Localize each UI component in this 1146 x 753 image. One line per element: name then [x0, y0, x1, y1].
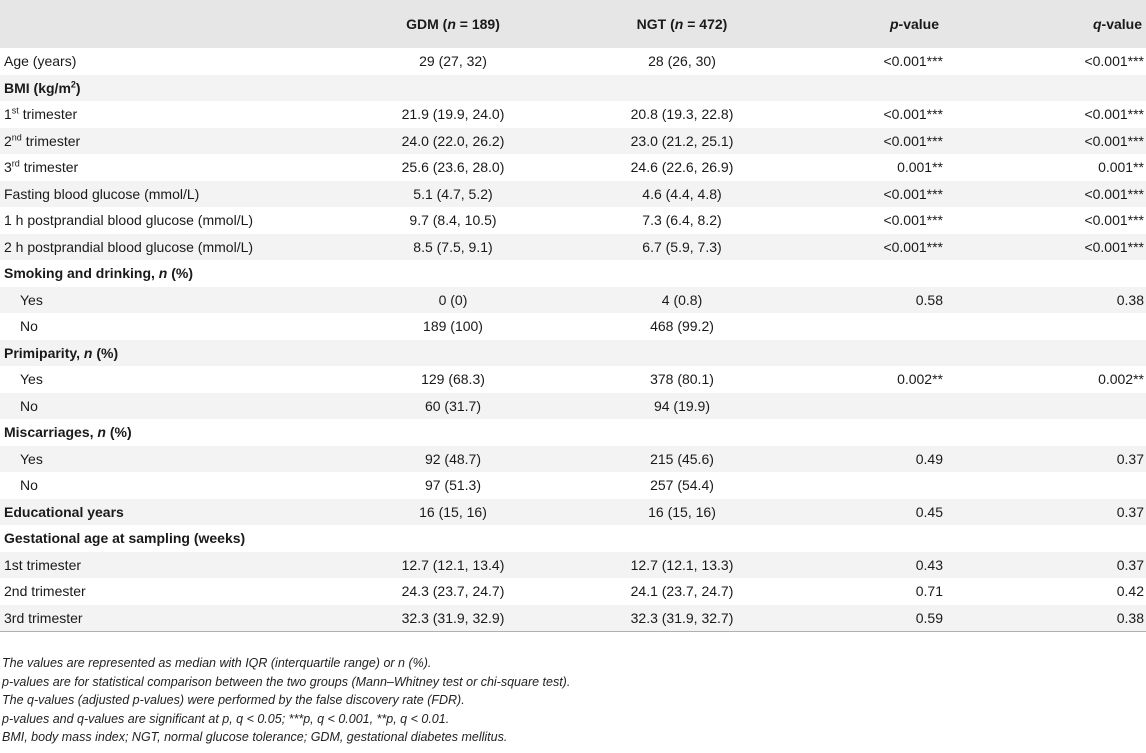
cell-gdm — [340, 340, 566, 367]
cell-p-value — [798, 340, 985, 367]
cell-p-value: <0.001*** — [883, 212, 943, 229]
row-label: 1st trimester — [4, 105, 78, 123]
cell-ngt: 12.7 (12.1, 13.3) — [630, 556, 734, 573]
row-label: No — [20, 318, 38, 335]
cell-ngt: 4 (0.8) — [661, 291, 703, 308]
cell-q-value: 0.37 — [1116, 503, 1144, 520]
row-label: 2nd trimester — [4, 132, 81, 149]
table-body — [0, 48, 1146, 631]
row-label: 1 h postprandial blood glucose (mmol/L) — [4, 212, 254, 229]
cell-q-value: 0.42 — [1116, 583, 1144, 600]
cell-ngt: 215 (45.6) — [650, 450, 714, 467]
row-label: Yes — [20, 291, 43, 308]
row-label: 3rd trimester — [4, 158, 79, 176]
cell-ngt: 20.8 (19.3, 22.8) — [630, 106, 734, 123]
cell-gdm — [340, 525, 566, 552]
table-row — [0, 472, 1146, 499]
cell-p-value — [798, 472, 985, 499]
cell-q-value: <0.001*** — [1084, 185, 1144, 202]
row-label: Gestational age at sampling (weeks) — [4, 530, 246, 547]
cell-q-value: 0.38 — [1116, 291, 1144, 308]
cell-ngt: 378 (80.1) — [650, 371, 714, 388]
row-label: Age (years) — [4, 53, 77, 70]
cell-p-value — [798, 393, 985, 420]
cell-q-value: 0.37 — [1116, 556, 1144, 573]
cell-gdm: 32.3 (31.9, 32.9) — [401, 609, 505, 626]
row-label: Educational years — [4, 503, 124, 520]
cell-ngt: 7.3 (6.4, 8.2) — [642, 212, 722, 229]
table-row — [0, 101, 1146, 128]
cell-gdm: 24.0 (22.0, 26.2) — [401, 132, 505, 149]
cell-gdm: 5.1 (4.7, 5.2) — [413, 185, 493, 202]
cell-gdm — [340, 419, 566, 446]
footnote-line: BMI, body mass index; NGT, normal glucose tolerance; GDM, gestational diabetes mellitus. — [2, 730, 508, 745]
cell-gdm: 189 (100) — [423, 318, 483, 335]
row-label: Primiparity, n (%) — [4, 344, 119, 361]
cell-ngt: 24.6 (22.6, 26.9) — [630, 159, 734, 176]
cell-gdm: 16 (15, 16) — [419, 503, 487, 520]
table-footnotes — [2, 654, 1142, 747]
table-row — [0, 393, 1146, 420]
cell-p-value: 0.45 — [915, 503, 943, 520]
table-row — [0, 605, 1146, 632]
cell-p-value — [798, 260, 985, 287]
row-label: Yes — [20, 450, 43, 467]
cell-p-value: <0.001*** — [883, 185, 943, 202]
row-label: BMI $(kg/m^2)$ — [4, 79, 81, 96]
cell-p-value: <0.001*** — [883, 132, 943, 149]
cell-p-value: 0.43 — [915, 556, 943, 573]
cell-p-value: 0.002** — [897, 371, 943, 388]
header-variable — [0, 0, 340, 48]
cell-p-value: 0.58 — [915, 291, 943, 308]
cell-q-value — [985, 313, 1146, 340]
cell-gdm: 12.7 (12.1, 13.4) — [401, 556, 505, 573]
cell-gdm: 24.3 (23.7, 24.7) — [401, 583, 505, 600]
table-row — [0, 75, 1146, 102]
table-row — [0, 48, 1146, 75]
cell-ngt: 28 (26, 30) — [648, 53, 716, 70]
header-ngt: NGT (n = 472) — [636, 16, 728, 32]
header-gdm: GDM (n = 189) — [406, 16, 500, 32]
cell-ngt — [566, 260, 798, 287]
cell-q-value: <0.001*** — [1084, 106, 1144, 123]
row-label: Fasting blood glucose (mmol/L) — [4, 185, 200, 202]
cell-p-value: 0.001** — [897, 159, 943, 176]
cell-q-value — [985, 340, 1146, 367]
table-row — [0, 207, 1146, 234]
row-label: No — [20, 477, 38, 494]
footnote-line: p-values are for statistical comparison between the two groups (Mann–Whitney test or chi-square test). — [2, 674, 571, 689]
cell-ngt — [566, 525, 798, 552]
row-label: 1st trimester — [4, 556, 82, 573]
cell-q-value — [985, 419, 1146, 446]
header-p-value: p-value — [889, 16, 939, 32]
cell-gdm — [340, 75, 566, 102]
footnote-line: The q-values (adjusted p-values) were performed by the false discovery rate (FDR). — [2, 693, 465, 708]
footnote-line: The values are represented as median with IQR (interquartile range) or n (%). — [2, 656, 432, 670]
header-q-value: q-value — [1092, 16, 1142, 32]
row-label: No — [20, 397, 38, 414]
cell-ngt — [566, 340, 798, 367]
cell-gdm — [340, 260, 566, 287]
cell-gdm: 60 (31.7) — [424, 397, 482, 414]
table-row — [0, 287, 1146, 314]
table-row — [0, 499, 1146, 526]
cell-p-value: 0.49 — [915, 450, 943, 467]
cell-p-value — [798, 419, 985, 446]
cell-q-value — [985, 260, 1146, 287]
cell-gdm: 29 (27, 32) — [419, 53, 487, 70]
cell-gdm: 97 (51.3) — [424, 477, 482, 494]
cell-p-value: 0.71 — [915, 583, 943, 600]
cell-p-value — [798, 313, 985, 340]
table-row — [0, 446, 1146, 473]
cell-q-value: 0.38 — [1116, 609, 1144, 626]
cell-p-value — [798, 525, 985, 552]
table-row — [0, 366, 1146, 393]
cell-ngt: 6.7 (5.9, 7.3) — [642, 238, 722, 255]
table-row — [0, 525, 1146, 552]
cell-ngt: 4.6 (4.4, 4.8) — [642, 185, 722, 202]
cell-ngt — [566, 75, 798, 102]
cell-p-value: <0.001*** — [883, 238, 943, 255]
row-label: Miscarriages, n (%) — [4, 424, 132, 441]
footnote-line: p-values and q-values are significant at p, q < 0.05; ***p, q < 0.001, **p, q < 0.01. — [2, 711, 450, 726]
row-label: 2 h postprandial blood glucose (mmol/L) — [4, 238, 254, 255]
row-label: 3rd trimester — [4, 609, 83, 626]
cell-gdm: 21.9 (19.9, 24.0) — [401, 106, 505, 123]
cell-q-value — [985, 525, 1146, 552]
cell-q-value: 0.37 — [1116, 450, 1144, 467]
table-header-row — [0, 0, 1146, 48]
table-row — [0, 154, 1146, 181]
row-label: Yes — [20, 371, 43, 388]
cell-p-value: <0.001*** — [883, 106, 943, 123]
row-label: Smoking and drinking, n (%) — [4, 265, 194, 282]
cell-q-value: <0.001*** — [1084, 238, 1144, 255]
cell-ngt — [566, 419, 798, 446]
cell-gdm: 25.6 (23.6, 28.0) — [401, 159, 505, 176]
cell-p-value: 0.59 — [915, 609, 943, 626]
cell-q-value: 0.001** — [1098, 159, 1144, 176]
cell-gdm: 0 (0) — [438, 291, 468, 308]
table-row — [0, 578, 1146, 605]
cell-gdm: 9.7 (8.4, 10.5) — [409, 212, 497, 229]
cell-ngt: 94 (19.9) — [653, 397, 711, 414]
cell-q-value: <0.001*** — [1084, 132, 1144, 149]
cell-ngt: 24.1 (23.7, 24.7) — [630, 583, 734, 600]
table-row — [0, 260, 1146, 287]
table-row — [0, 234, 1146, 261]
cell-gdm: 8.5 (7.5, 9.1) — [413, 238, 493, 255]
cell-q-value — [985, 472, 1146, 499]
cell-p-value — [798, 75, 985, 102]
cell-ngt: 257 (54.4) — [650, 477, 714, 494]
cell-ngt: 468 (99.2) — [650, 318, 714, 335]
cell-q-value: 0.002** — [1098, 371, 1144, 388]
cell-ngt: 16 (15, 16) — [648, 503, 716, 520]
table-row — [0, 181, 1146, 208]
cell-gdm: 92 (48.7) — [424, 450, 482, 467]
cell-q-value: <0.001*** — [1084, 212, 1144, 229]
cell-q-value: <0.001*** — [1084, 53, 1144, 70]
cell-p-value: <0.001*** — [883, 53, 943, 70]
cell-q-value — [985, 75, 1146, 102]
cell-ngt: 32.3 (31.9, 32.7) — [630, 609, 734, 626]
cell-q-value — [985, 393, 1146, 420]
cell-gdm: 129 (68.3) — [421, 371, 485, 388]
table-row — [0, 552, 1146, 579]
table-row — [0, 313, 1146, 340]
row-label: 2nd trimester — [4, 583, 86, 600]
table-row — [0, 128, 1146, 155]
cell-ngt: 23.0 (21.2, 25.1) — [630, 132, 734, 149]
table-row — [0, 340, 1146, 367]
table-row — [0, 419, 1146, 446]
